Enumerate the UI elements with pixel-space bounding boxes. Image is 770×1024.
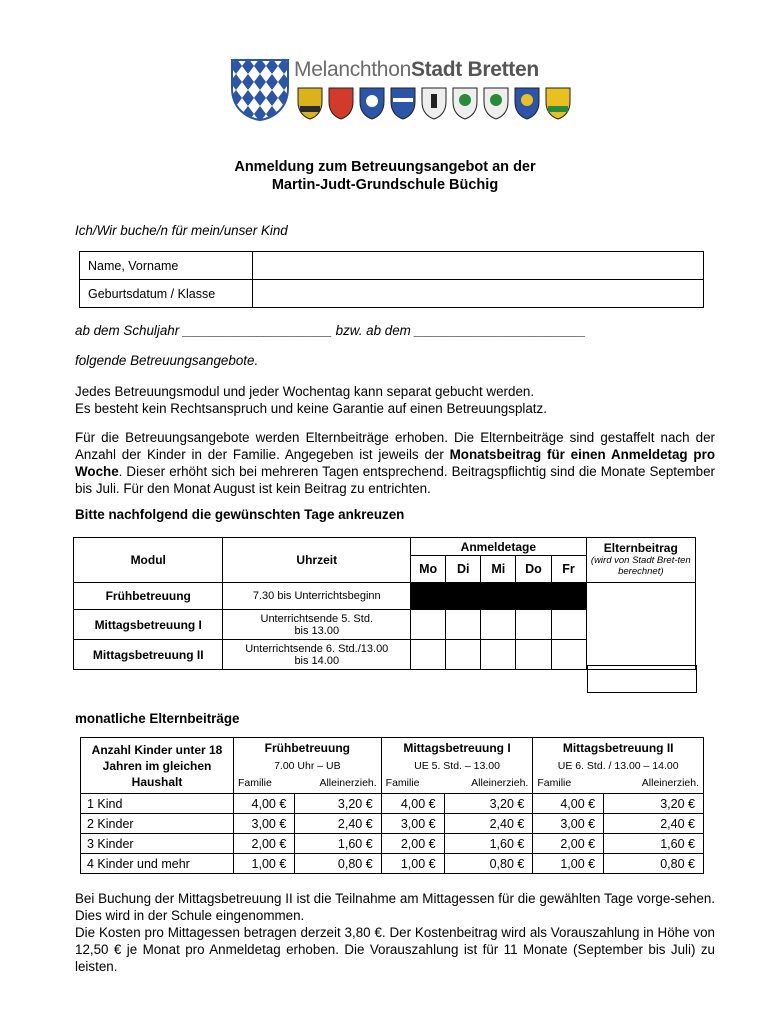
day-checkbox-do[interactable] [516, 640, 551, 670]
day-checkbox-mi[interactable] [481, 583, 516, 610]
fee-total-box [587, 665, 697, 693]
row-label: 4 Kinder und mehr [81, 854, 234, 874]
table-row [81, 834, 704, 854]
fees-table [80, 737, 704, 874]
fees-explanation: Für die Betreuungsangebote werden Elternbeiträge erhoben. Die Elternbeiträge sind gestaffelt nach der Anzahl der Kinder in der Familie. Angegeben ist jeweils der Monatsbeitrag für einen Anmeldetag pro Woche. Dieser erhöht sich bei mehreren Tagen entsprechend. Beitragspflichtig sind die Monate September bis Juli. Für den Monat August ist kein Beitrag zu entrichten. [75, 430, 715, 496]
fee-value: 2,00 € [234, 834, 295, 854]
day-mo: Mo [411, 556, 446, 583]
day-checkbox-mi[interactable] [481, 610, 516, 640]
fee-value: 1,00 € [533, 854, 604, 874]
district-crests-icon [296, 86, 576, 120]
start-date-field[interactable]: _______________________ [414, 323, 586, 338]
day-checkbox-mi[interactable] [481, 640, 516, 670]
row-label: 2 Kinder [81, 814, 234, 834]
module-time: Unterrichtsende 6. Std./13.00 bis 14.00 [223, 640, 411, 670]
fee-value: 2,40 € [444, 814, 533, 834]
day-checkbox-mo[interactable] [411, 583, 446, 610]
group-fruehbetreuung: Frühbetreuung [234, 738, 382, 758]
day-checkbox-fr[interactable] [551, 583, 586, 610]
row-label: 3 Kinder [81, 834, 234, 854]
table-row [81, 794, 704, 814]
fee-value: 2,00 € [533, 834, 604, 854]
fee-value: 4,00 € [381, 794, 444, 814]
day-checkbox-di[interactable] [446, 583, 481, 610]
sub-family: Familie [533, 774, 604, 794]
module-name: Mittagsbetreuung I [74, 610, 223, 640]
fee-value: 4,00 € [234, 794, 295, 814]
fee-value: 1,60 € [604, 834, 704, 854]
intro-text: Ich/Wir buche/n für mein/unser Kind [75, 223, 288, 238]
day-checkbox-mo[interactable] [411, 610, 446, 640]
days-heading: Bitte nachfolgend die gewünschten Tage ankreuzen [75, 507, 405, 522]
booking-table [73, 537, 696, 670]
city-shield-logo [230, 58, 290, 122]
day-checkbox-do[interactable] [516, 610, 551, 640]
day-checkbox-mo[interactable] [411, 640, 446, 670]
group-time: UE 5. Std. – 13.00 [381, 758, 533, 774]
table-row [74, 610, 696, 640]
fee-value: 0,80 € [295, 854, 381, 874]
sub-single: Alleinerzieh. [295, 774, 381, 794]
col-anmeldetage: Anmeldetage [411, 538, 587, 556]
birthdate-class-field[interactable] [253, 280, 704, 308]
day-checkbox-di[interactable] [446, 640, 481, 670]
table-row [74, 583, 696, 610]
fee-value: 3,20 € [444, 794, 533, 814]
offers-text: folgende Betreuungsangebote. [75, 353, 259, 368]
birthdate-class-label: Geburtsdatum / Klasse [80, 280, 253, 308]
col-children: Anzahl Kinder unter 18 Jahren im gleichen Haushalt [81, 738, 234, 794]
module-name: Frühbetreuung [74, 583, 223, 610]
sub-single: Alleinerzieh. [444, 774, 533, 794]
col-uhrzeit: Uhrzeit [223, 538, 411, 583]
fee-value: 3,20 € [295, 794, 381, 814]
row-label: 1 Kind [81, 794, 234, 814]
fee-cell [586, 610, 695, 640]
brand-name: MelanchthonStadt Bretten [294, 58, 539, 81]
day-checkbox-fr[interactable] [551, 610, 586, 640]
fee-value: 4,00 € [533, 794, 604, 814]
fee-value: 2,40 € [295, 814, 381, 834]
module-time: Unterrichtsende 5. Std. bis 13.00 [223, 610, 411, 640]
day-checkbox-fr[interactable] [551, 640, 586, 670]
fee-value: 3,00 € [381, 814, 444, 834]
sub-single: Alleinerzieh. [604, 774, 704, 794]
module-name: Mittagsbetreuung II [74, 640, 223, 670]
table-row [81, 854, 704, 874]
fee-value: 1,60 € [444, 834, 533, 854]
school-year-line: ab dem Schuljahr ____________________ bzw. ab dem _______________________ [75, 323, 586, 338]
lunch-note: Bei Buchung der Mittagsbetreuung II ist die Teilnahme am Mittagessen für die gewählten Tage vorge-sehen. Dies wird in der Schule eingenommen. Die Kosten pro Mittagessen betragen derzeit 3,80 €. Der Kostenbeitrag wird als Vorauszahlung in Höhe von 12,50 € je Monat pro Anmeldetag erhoben. Die Vorauszahlung ist für 11 Monate (September bis Juli) zu leisten. [75, 891, 715, 974]
page-subtitle: Martin-Judt-Grundschule Büchig [271, 177, 499, 193]
day-fr: Fr [551, 556, 586, 583]
table-row [81, 814, 704, 834]
col-elternbeitrag: Elternbeitrag (wird von Stadt Bret-ten berechnet) [586, 538, 695, 583]
name-label: Name, Vorname [80, 252, 253, 280]
group-time: UE 6. Std. / 13.00 – 14.00 [533, 758, 704, 774]
fees-heading: monatliche Elternbeiträge [75, 711, 240, 726]
fee-value: 3,00 € [234, 814, 295, 834]
fee-value: 2,40 € [604, 814, 704, 834]
fee-value: 0,80 € [444, 854, 533, 874]
fee-value: 0,80 € [604, 854, 704, 874]
fee-value: 1,60 € [295, 834, 381, 854]
fee-cell [586, 583, 695, 610]
fee-value: 1,00 € [381, 854, 444, 874]
sub-family: Familie [234, 774, 295, 794]
module-time: 7.30 bis Unterrichtsbeginn [223, 583, 411, 610]
day-do: Do [516, 556, 551, 583]
day-checkbox-di[interactable] [446, 610, 481, 640]
name-field[interactable] [253, 252, 704, 280]
sub-family: Familie [381, 774, 444, 794]
fee-value: 3,20 € [604, 794, 704, 814]
fee-value: 1,00 € [234, 854, 295, 874]
fee-value: 2,00 € [381, 834, 444, 854]
day-checkbox-do[interactable] [516, 583, 551, 610]
child-info-table [79, 251, 704, 308]
modules-note: Jedes Betreuungsmodul und jeder Wochentag kann separat gebucht werden. Es besteht kein Rechtsanspruch und keine Garantie auf einen Betreuungsplatz. [75, 384, 547, 416]
day-di: Di [446, 556, 481, 583]
day-mi: Mi [481, 556, 516, 583]
col-modul: Modul [74, 538, 223, 583]
group-mittag-2: Mittagsbetreuung II [533, 738, 704, 758]
group-mittag-1: Mittagsbetreuung I [381, 738, 533, 758]
fee-value: 3,00 € [533, 814, 604, 834]
school-year-field[interactable]: ____________________ [182, 323, 332, 338]
group-time: 7.00 Uhr – UB [234, 758, 382, 774]
page-title: Anmeldung zum Betreuungsangebot an der [234, 159, 536, 175]
